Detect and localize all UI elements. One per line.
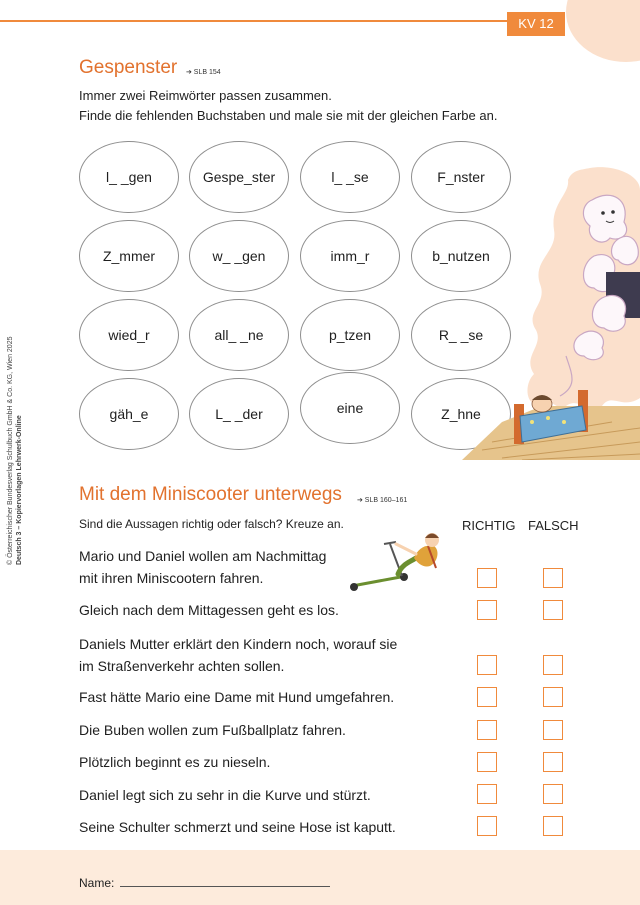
statement-line: Seine Schulter schmerzt und seine Hose ist kaputt. [79, 819, 396, 835]
word-oval[interactable]: p_tzen [300, 299, 400, 371]
richtig-checkbox[interactable] [477, 784, 497, 804]
section1-instruction [79, 86, 497, 126]
word-oval[interactable]: w_ _gen [189, 220, 289, 292]
kv-badge: KV 12 [507, 12, 565, 36]
corner-decoration [566, 0, 640, 62]
statement-line: Gleich nach dem Mittagessen geht es los. [79, 602, 339, 618]
word-oval[interactable]: l_ _se [300, 141, 400, 213]
richtig-checkbox[interactable] [477, 816, 497, 836]
falsch-checkbox[interactable] [543, 752, 563, 772]
top-rule [0, 20, 530, 22]
richtig-checkbox[interactable] [477, 600, 497, 620]
richtig-checkbox[interactable] [477, 752, 497, 772]
column-richtig: RICHTIG [462, 518, 516, 533]
richtig-checkbox[interactable] [477, 720, 497, 740]
statement-8 [79, 816, 396, 838]
statement-2 [79, 599, 339, 621]
statement-line: Fast hätte Mario eine Dame mit Hund umgefahren. [79, 689, 395, 705]
name-label: Name: [79, 876, 115, 890]
word-oval[interactable]: b_nutzen [411, 220, 511, 292]
falsch-checkbox[interactable] [543, 600, 563, 620]
ghost-dream-bed-illustration [462, 160, 640, 460]
word-oval[interactable]: l_ _gen [79, 141, 179, 213]
statement-line: Daniels Mutter erklärt den Kindern noch, worauf sie [79, 636, 398, 652]
word-oval[interactable]: all_ _ne [189, 299, 289, 371]
instruction-line: Immer zwei Reimwörter passen zusammen. [79, 88, 332, 103]
column-falsch: FALSCH [528, 518, 579, 533]
section1-ref: ➔ SLB 154 [186, 69, 221, 76]
richtig-checkbox[interactable] [477, 687, 497, 707]
falsch-checkbox[interactable] [543, 720, 563, 740]
falsch-checkbox[interactable] [543, 784, 563, 804]
section2-title: Mit dem Miniscooter unterwegs [79, 484, 342, 505]
statement-line: Plötzlich beginnt es zu nieseln. [79, 754, 271, 770]
statement-line: im Straßenverkehr achten sollen. [79, 658, 285, 674]
richtig-checkbox[interactable] [477, 655, 497, 675]
statement-line: Mario und Daniel wollen am Nachmittag [79, 548, 327, 564]
word-oval[interactable]: L_ _der [189, 378, 289, 450]
richtig-checkbox[interactable] [477, 568, 497, 588]
section2-ref: ➔ SLB 160–161 [357, 497, 408, 504]
word-oval[interactable]: Z_hne [411, 378, 511, 450]
instruction-line: Finde die fehlenden Buchstaben und male sie mit der gleichen Farbe an. [79, 108, 498, 123]
word-oval[interactable]: gäh_e [79, 378, 179, 450]
word-oval[interactable]: Gespe_ster [189, 141, 289, 213]
statement-7 [79, 784, 371, 806]
statement-line: Daniel legt sich zu sehr in die Kurve und stürzt. [79, 787, 371, 803]
boy-on-scooter-illustration [344, 528, 450, 594]
statement-1 [79, 545, 326, 589]
statement-3 [79, 633, 397, 677]
side-credit [6, 305, 24, 565]
section1-title: Gespenster [79, 57, 178, 78]
falsch-checkbox[interactable] [543, 687, 563, 707]
credit-book: Deutsch 3 – Kopiervorlagen Lehrwerk-Online [16, 415, 23, 565]
statement-line: Die Buben wollen zum Fußballplatz fahren. [79, 722, 346, 738]
name-write-line[interactable] [120, 886, 330, 887]
statement-6 [79, 751, 270, 773]
word-oval[interactable]: F_nster [411, 141, 511, 213]
statement-5 [79, 719, 346, 741]
word-oval[interactable]: R_ _se [411, 299, 511, 371]
falsch-checkbox[interactable] [543, 816, 563, 836]
section2-instruction: Sind die Aussagen richtig oder falsch? Kreuze an. [79, 517, 344, 531]
word-oval[interactable]: eine [300, 372, 400, 444]
statement-line: mit ihren Miniscootern fahren. [79, 570, 264, 586]
falsch-checkbox[interactable] [543, 655, 563, 675]
word-oval[interactable]: Z_mmer [79, 220, 179, 292]
statement-4 [79, 686, 394, 708]
word-oval[interactable]: wied_r [79, 299, 179, 371]
word-oval[interactable]: imm_r [300, 220, 400, 292]
falsch-checkbox[interactable] [543, 568, 563, 588]
credit-copyright: © Österreichischer Bundesverlag Schulbuch GmbH & Co. KG, Wien 2025 [7, 336, 14, 565]
